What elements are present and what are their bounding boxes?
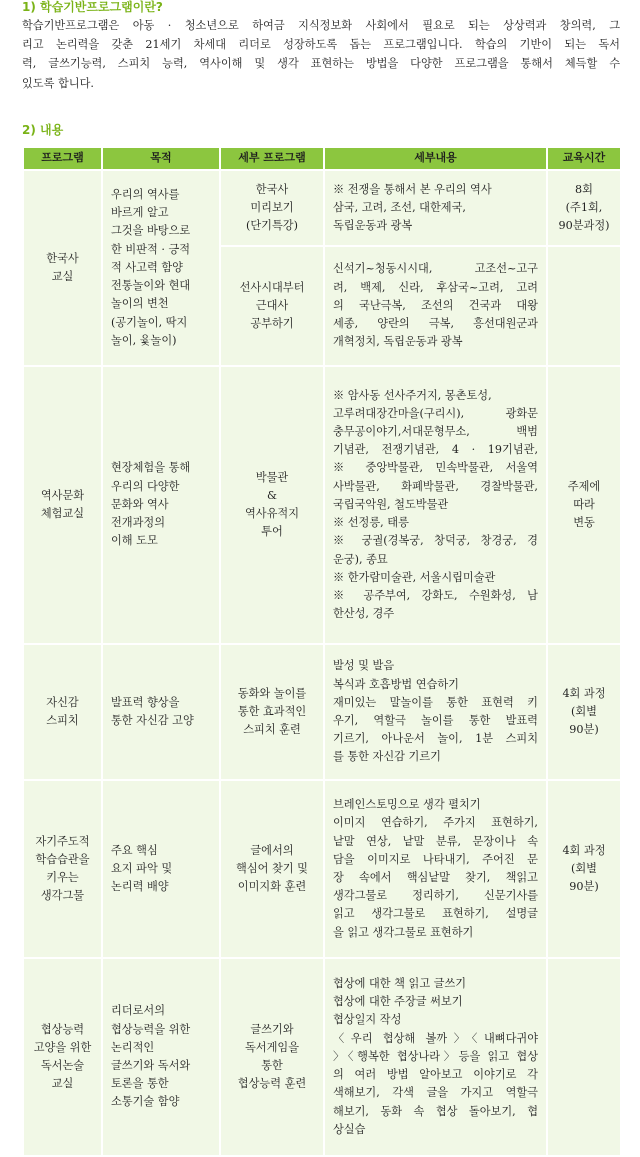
text-line: 주제에 xyxy=(567,479,601,493)
text-line: 한산성, 경주 xyxy=(333,607,395,621)
time-cell xyxy=(547,246,621,366)
text-line: 통한 효과적인 xyxy=(237,704,307,718)
text-line: 투어 xyxy=(261,525,283,539)
text-line: 선사시대부터 xyxy=(239,280,305,294)
text-line: 충무공이야기,서대문형무소, 백범 xyxy=(333,425,538,439)
text-line: 담을 이미지로 나타내기, 주어진 문 xyxy=(333,852,538,866)
details-cell xyxy=(324,366,547,644)
intro-line: 리고 논리력을 갖춘 21세기 차세대 리더로 성장하도록 돕는 프로그램입니다. 학습의 기반이 되는 독서 xyxy=(22,38,620,52)
text-line: 재미있는 말놀이를 통한 표현력 키 xyxy=(333,695,538,709)
text-line: 스피치 훈련 xyxy=(243,723,301,737)
time-cell xyxy=(547,366,621,644)
text-line: ※ 한가람미술관, 서울시립미술관 xyxy=(333,570,496,584)
text-line: 한 비판적 · 긍적 xyxy=(111,242,191,256)
intro-line: 있도록 합니다. xyxy=(22,76,94,90)
text-line: 을 읽고 생각그물로 표현하기 xyxy=(333,925,474,939)
text-line: 색해보기, 각색 글을 가지고 역할극 xyxy=(333,1086,538,1100)
text-line: 세종, 양란의 극복, 흥선대원군과 xyxy=(333,317,538,331)
header-details: 세부내용 xyxy=(324,148,547,170)
text-line: 한국사 xyxy=(255,182,289,196)
text-line: 교실 xyxy=(51,270,74,283)
table-row xyxy=(23,366,621,644)
text-line: (주1회, xyxy=(565,200,603,214)
text-line: 읽고 생각그물로 표현하기, 설명글 xyxy=(333,907,538,921)
purpose-cell xyxy=(102,644,220,780)
text-line: 근대사 xyxy=(255,298,289,312)
text-line: 이미지화 훈련 xyxy=(237,880,307,894)
text-line: 4회 과정 xyxy=(562,686,606,700)
text-line: 글쓰기와 xyxy=(250,1022,294,1036)
text-line: 90분) xyxy=(569,880,599,894)
text-line: 려, 백제, 신라, 후삼국~고려, 고려 xyxy=(333,280,538,294)
time-cell xyxy=(547,780,621,958)
text-line: 미리보기 xyxy=(250,200,294,214)
subprogram-cell xyxy=(220,958,324,1156)
text-line: 글쓰기와 독서와 xyxy=(111,1059,191,1072)
table-row xyxy=(23,780,621,958)
text-line: 바르게 알고 xyxy=(111,206,169,220)
text-line: 낱말 연상, 낱말 분류, 문장이나 속 xyxy=(333,834,538,848)
text-line: 소통기술 함양 xyxy=(111,1095,180,1109)
text-line: 의 여러 방법 알아보고 이야기로 각 xyxy=(333,1068,538,1082)
text-line: 사박물관, 화폐박물관, 경찰박물관, xyxy=(333,479,538,493)
text-line: 현장체험을 통해 xyxy=(111,461,191,475)
text-line: 글에서의 xyxy=(250,843,294,857)
text-line: 주요 핵심 xyxy=(111,843,158,857)
text-line: 의 국난극복, 조선의 건국과 대왕 xyxy=(333,298,538,312)
text-line: 전통놀이와 현대 xyxy=(111,279,191,293)
text-line: 따라 xyxy=(573,497,595,511)
section-title-content: 2) 내용 xyxy=(22,123,64,137)
text-line: 우기, 역할극 놀이를 통한 발표력 xyxy=(333,714,538,727)
text-line: 키우는 xyxy=(46,871,79,884)
text-line: ※ 중앙박물관, 민속박물관, 서울역 xyxy=(333,461,538,475)
text-line: ※ 선정릉, 태릉 xyxy=(333,516,409,530)
text-line: 놀이, 윷놀이) xyxy=(111,333,177,347)
text-line: 공부하기 xyxy=(250,317,294,331)
purpose-cell xyxy=(102,366,220,644)
header-subprogram: 세부 프로그램 xyxy=(220,148,324,170)
intro-line: 력, 글쓰기능력, 스피치 능력, 역사이해 및 생각 표현하는 방법을 다양한 프로그램을 통해서 체득할 수 xyxy=(22,57,620,71)
text-line: 장 속에서 핵심낱말 찾기, 책읽고 xyxy=(333,871,538,884)
time-cell xyxy=(547,170,621,246)
text-line: 90분) xyxy=(569,723,599,737)
text-line: 를 통한 자신감 기르기 xyxy=(333,750,441,764)
program-cell xyxy=(23,780,102,958)
intro-paragraph xyxy=(22,16,620,93)
text-line: (회별 xyxy=(571,704,597,718)
text-line: 변동 xyxy=(573,516,595,530)
text-line: 논리적인 xyxy=(111,1040,155,1054)
text-line: 놀이의 변천 xyxy=(111,297,169,311)
text-line: 협상에 대한 책 읽고 글쓰기 xyxy=(333,977,467,991)
text-line: 우리의 역사를 xyxy=(111,188,180,202)
table-row xyxy=(23,958,621,1156)
text-line: 자기주도적 xyxy=(35,834,90,848)
header-program: 프로그램 xyxy=(23,148,102,170)
text-line: 학습습관을 xyxy=(35,852,90,866)
program-cell xyxy=(23,958,102,1156)
text-line: 개혁정치, 독립운동과 광복 xyxy=(333,335,463,349)
purpose-cell xyxy=(102,958,220,1156)
time-cell xyxy=(547,958,621,1156)
text-line: 기르기, 아나운서 놀이, 1분 스피치 xyxy=(333,732,538,746)
text-line: 독립운동과 광복 xyxy=(333,219,413,233)
text-line: 신석기~청동시시대, 고조선~고구 xyxy=(333,262,538,276)
text-line: ※ 전쟁을 통해서 본 우리의 역사 xyxy=(333,182,492,196)
details-cell xyxy=(324,644,547,780)
text-line: 협상일지 작성 xyxy=(333,1013,402,1027)
subprogram-cell xyxy=(220,780,324,958)
text-line: (공기놀이, 딱지 xyxy=(111,315,188,329)
text-line: 적 사고력 함양 xyxy=(111,260,183,274)
text-line: 체험교실 xyxy=(40,507,85,520)
text-line: 자신감 xyxy=(46,695,79,709)
text-line: 협상능력을 위한 xyxy=(111,1022,191,1036)
text-line: 고루려대장간마을(구리시), 광화문 xyxy=(333,406,538,420)
text-line: 교실 xyxy=(51,1077,74,1091)
text-line: & xyxy=(267,488,277,502)
subprogram-cell xyxy=(220,366,324,644)
details-cell xyxy=(324,780,547,958)
table-header-row xyxy=(23,148,621,170)
text-line: 스피치 xyxy=(46,714,79,727)
text-line: 동화와 놀이를 xyxy=(237,686,307,700)
text-line: 전개과정의 xyxy=(111,516,166,530)
text-line: 역사유적지 xyxy=(244,507,300,520)
text-line: (단기특강) xyxy=(246,219,298,233)
text-line: 고양을 위한 xyxy=(33,1040,92,1054)
text-line: 기념관, 전쟁기념관, 4 · 19기념관, xyxy=(333,443,538,457)
text-line: ※ 공주부여, 강화도, 수원화성, 남 xyxy=(333,588,538,602)
program-table xyxy=(22,148,622,1157)
text-line: 이해 도모 xyxy=(111,534,158,548)
text-line: 협상에 대한 주장글 써보기 xyxy=(333,995,463,1009)
text-line: 복식과 호흡방법 연습하기 xyxy=(333,677,459,691)
text-line: 리더로서의 xyxy=(111,1004,166,1018)
program-cell xyxy=(23,170,102,366)
text-line: 한국사 xyxy=(46,251,79,265)
purpose-cell xyxy=(102,780,220,958)
text-line: ※ 암사동 선사주거지, 몽촌토성, xyxy=(333,388,492,402)
text-line: 생각그물로 정리하기, 신문기사를 xyxy=(333,889,538,903)
text-line: 국립국악원, 철도박물관 xyxy=(333,497,449,511)
section-title-intro: 1) 학습기반프로그램이란? xyxy=(22,0,163,14)
text-line: ※ 궁궐(경복궁, 창덕궁, 창경궁, 경 xyxy=(333,534,538,548)
subprogram-cell xyxy=(220,644,324,780)
subprogram-cell xyxy=(220,170,324,246)
text-line: 협상능력 훈련 xyxy=(237,1077,307,1091)
text-line: 발표력 향상을 xyxy=(111,695,180,709)
text-line: 독서논술 xyxy=(40,1059,85,1072)
text-line: 요지 파악 및 xyxy=(111,861,173,875)
details-cell xyxy=(324,246,547,366)
text-line: 핵심어 찾기 및 xyxy=(236,861,308,875)
text-line: 〈우리 협상해 볼까〉〈내뼈다귀야 xyxy=(333,1031,538,1045)
text-line: 통한 자신감 고양 xyxy=(111,714,194,727)
text-line: 〉〈행복한 협상나라〉등을 읽고 협상 xyxy=(333,1049,538,1063)
text-line: 4회 과정 xyxy=(562,843,606,857)
text-line: 통한 xyxy=(261,1059,283,1072)
header-time: 교육시간 xyxy=(547,148,621,170)
text-line: 8회 xyxy=(575,182,593,196)
text-line: 상실습 xyxy=(333,1122,366,1136)
text-line: 박물관 xyxy=(255,470,289,484)
time-cell xyxy=(547,644,621,780)
text-line: 생각그물 xyxy=(40,889,85,903)
purpose-cell xyxy=(102,170,220,366)
program-cell xyxy=(23,644,102,780)
text-line: 그것을 바탕으로 xyxy=(111,224,191,238)
intro-line: 학습기반프로그램은 아동 · 청소년으로 하여금 지식정보화 사회에서 필요로 되는 상상력과 창의력, 그 xyxy=(22,19,620,32)
text-line: 90분과정) xyxy=(558,219,610,233)
text-line: 역사문화 xyxy=(40,488,85,502)
text-line: 발성 및 발음 xyxy=(333,659,395,673)
details-cell xyxy=(324,958,547,1156)
text-line: 협상능력 xyxy=(40,1022,85,1036)
program-cell xyxy=(23,366,102,644)
subprogram-cell xyxy=(220,246,324,366)
text-line: 토론을 통한 xyxy=(111,1077,169,1091)
text-line: 문화와 역사 xyxy=(111,497,169,511)
text-line: 이미지 연습하기, 주가지 표현하기, xyxy=(333,816,538,830)
text-line: 삼국, 고려, 조선, 대한제국, xyxy=(333,200,466,214)
header-purpose: 목적 xyxy=(102,148,220,170)
details-cell xyxy=(324,170,547,246)
table-row xyxy=(23,644,621,780)
text-line: 브레인스토밍으로 생각 펼치기 xyxy=(333,798,481,812)
table-row xyxy=(23,170,621,246)
text-line: 독서게임을 xyxy=(244,1040,300,1054)
text-line: 논리력 배양 xyxy=(111,880,169,894)
text-line: 운궁), 종묘 xyxy=(333,552,388,566)
text-line: 우리의 다양한 xyxy=(111,479,180,493)
text-line: (회별 xyxy=(571,861,597,875)
text-line: 해보기, 동화 속 협상 돌아보기, 협 xyxy=(333,1104,538,1118)
